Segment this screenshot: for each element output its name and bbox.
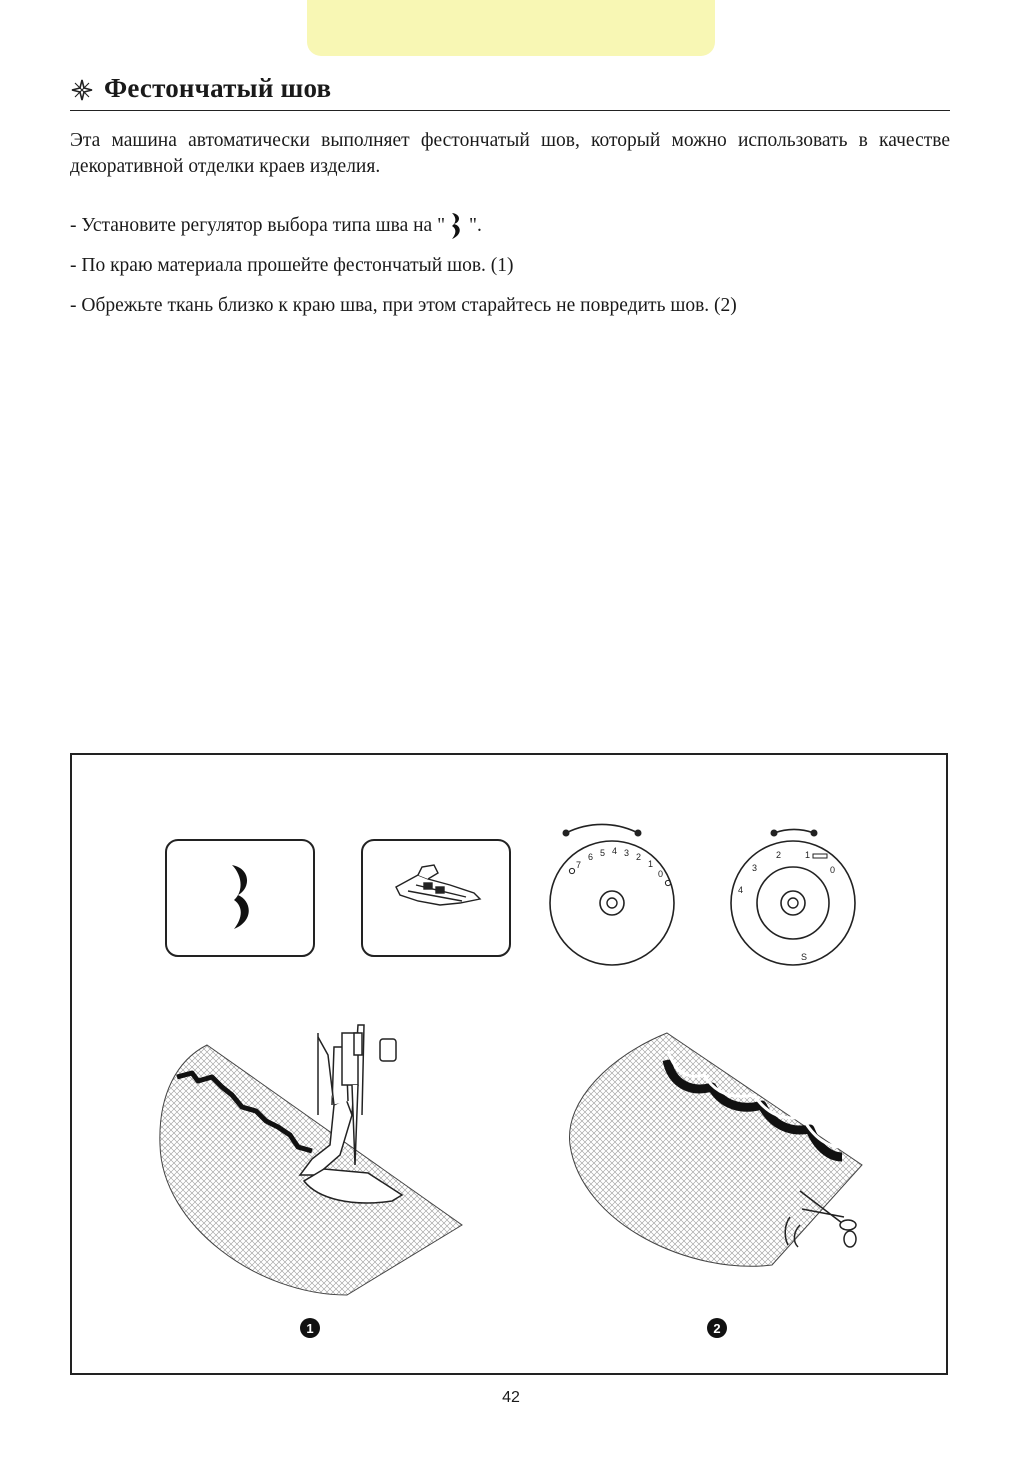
stitch-pattern-box: [166, 840, 314, 956]
illustration-canvas: [72, 755, 946, 1373]
dial-label: 2: [636, 852, 642, 862]
dial-label: 2: [776, 850, 782, 860]
svg-text:1: 1: [306, 1321, 314, 1336]
section-heading: [70, 66, 950, 111]
dial-label: 0: [830, 865, 836, 875]
intro-paragraph: Эта машина автоматически выполняет фестончатый шов, который можно использовать в качестве декоративной отделки краев изделия.: [70, 130, 950, 177]
page-title: Фестончатый шов: [104, 72, 332, 103]
dial-label: S: [801, 952, 808, 962]
header-tab: [307, 0, 715, 56]
stitch-width-dial: [731, 830, 855, 966]
dial-label: 3: [624, 848, 630, 858]
dial-label: 1: [648, 859, 654, 869]
svg-text:2: 2: [713, 1321, 721, 1336]
dial-label: 4: [612, 846, 618, 856]
cutting-illustration: [569, 1033, 862, 1338]
presser-foot-box: [362, 840, 510, 956]
sewing-illustration: [160, 1025, 462, 1338]
instruction-step: - Установите регулятор выбора типа шва на " ".: [70, 206, 950, 246]
illustration-frame: [70, 753, 948, 1375]
page-number: 42: [502, 1389, 520, 1406]
instruction-step: - Обрежьте ткань близко к краю шва, при этом старайтесь не повредить шов. (2): [70, 295, 737, 316]
dial-label: 6: [588, 852, 594, 862]
dial-label: 3: [752, 863, 758, 873]
scallop-stitch-icon: [447, 211, 467, 241]
instruction-list: [70, 206, 950, 326]
dial-label: 4: [738, 885, 744, 895]
dial-label: 0: [658, 869, 664, 879]
dial-label: 5: [600, 848, 606, 858]
instruction-step: - По краю материала прошейте фестончатый шов. (1): [70, 255, 514, 276]
dial-label: 1: [805, 850, 811, 860]
sparkle-icon: [70, 78, 94, 102]
dial-label: 7: [576, 860, 582, 870]
stitch-length-dial: [550, 824, 674, 965]
